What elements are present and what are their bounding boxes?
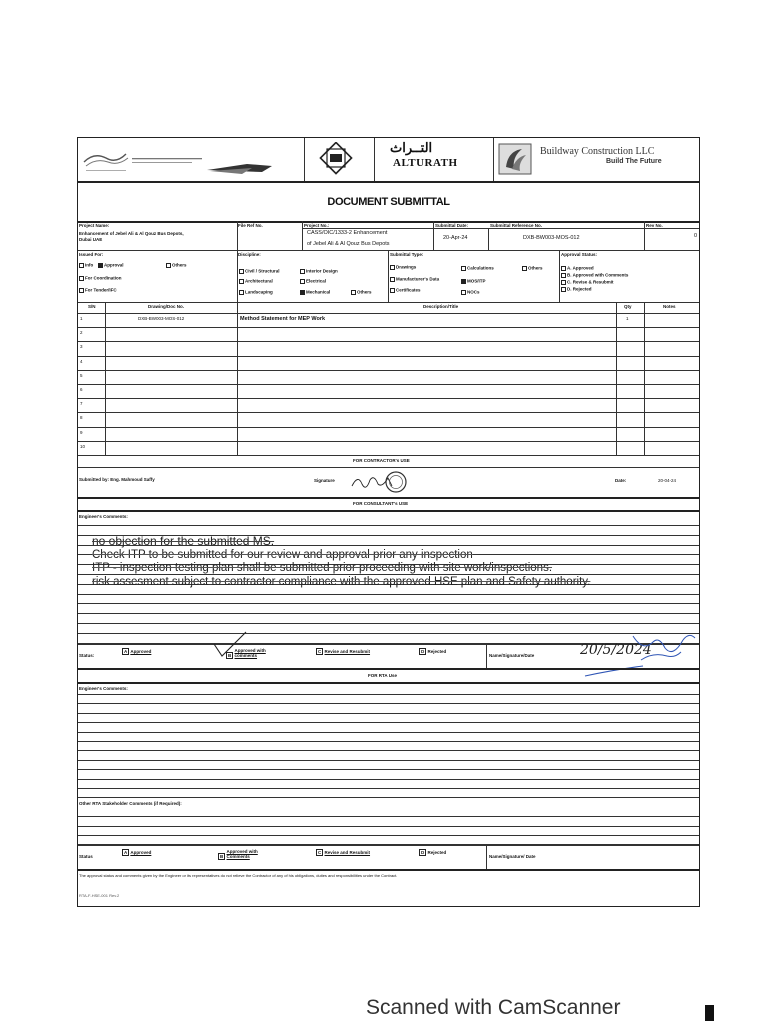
options-divider [388,250,389,302]
header-bottom-border [78,181,699,183]
type-nocs-checkbox[interactable]: NOCs [461,290,480,295]
ruled-line [78,694,699,695]
status-revise-resubmit-checkbox[interactable]: C. Revise & Resubmit [561,280,614,285]
status-rejected-checkbox[interactable]: D. Rejected [561,287,592,292]
table-row [78,327,699,328]
ruled-line [78,741,699,742]
file-ref-label: File Ref No. [238,223,263,228]
camscanner-watermark: Scanned with CamScanner [366,996,621,1019]
rta-status-rejected[interactable]: D Rejected [421,850,447,855]
consultant-section-line [78,510,699,512]
ruled-line [78,788,699,789]
rta-section-label: FOR RTA Use [368,673,398,678]
approval-tick-icon [208,626,258,662]
table-row [78,356,699,357]
table-header-qty: Qty [624,304,632,309]
type-others-checkbox[interactable]: Others [522,266,543,271]
submittal-ref-label: Submittal Reference No. [490,223,543,228]
project-name-value: Dubai UAE [79,237,103,242]
ruled-line [78,826,699,827]
discipline-electrical-checkbox[interactable]: Electrical [300,279,326,284]
discipline-mechanical-checkbox[interactable]: Mechanical [300,290,330,295]
table-row [78,441,699,442]
type-manufacturer-data-checkbox[interactable]: Manufacturer's Data [390,277,439,282]
date-label: Date: [615,478,627,483]
consultant-section-top [78,497,699,499]
rta-status-top [78,845,699,846]
ruled-line [78,603,699,604]
submitted-by-label: Submitted by: Eng. Mahmoud Saffy [79,477,155,482]
row1-title: Method Statement for MEP Work [240,316,326,322]
consultant-status-revise[interactable]: C Revise and Resubmit [318,649,371,654]
table-row-number: 7 [80,401,83,407]
options-divider [237,250,238,302]
consultant-status-approved[interactable]: A Approved [124,649,152,654]
info-divider [488,228,489,250]
consultant-signature-icon [583,622,701,682]
contractor-section-top [78,455,699,456]
consultant-status-label: Status: [79,653,95,658]
consultant-status-rejected[interactable]: D Rejected [421,649,447,654]
type-certificates-checkbox[interactable]: Certificates [390,288,421,293]
ruled-line [78,713,699,714]
ruled-line [78,760,699,761]
submittal-date-value: 20-Apr-24 [443,235,468,241]
rta-status-revise[interactable]: C Revise and Resubmit [318,850,371,855]
project-no-label: Project No.: [304,223,330,228]
table-row-number: 2 [80,330,83,336]
table-col-divider [644,302,645,455]
type-drawings-checkbox[interactable]: Drawings [390,265,416,270]
signature-label: Signature [314,478,335,483]
info-divider [644,221,645,250]
table-row-number: 10 [80,443,86,449]
row1-qty: 1 [626,316,629,321]
table-row [78,412,699,413]
table-row [78,398,699,399]
discipline-label: Discipline: [238,252,261,257]
table-row-number: 5 [80,372,83,378]
discipline-interior-checkbox[interactable]: Interior Design [300,269,338,274]
contractor-signature-icon [348,470,408,494]
ruled-line [78,750,699,751]
contractor-tagline: Build The Future [606,158,662,165]
discipline-architectural-checkbox[interactable]: Architectural [239,279,273,284]
contractor-section-label: FOR CONTRACTOR's USE [353,458,410,463]
options-divider [559,250,560,302]
issued-for-info-checkbox[interactable]: Info [79,263,93,268]
ruled-line [78,835,699,836]
project-name-value: Enhancement of Jebel Ali & Al Qouz Bus Depots, [79,231,184,236]
buildway-logo-icon [498,143,532,175]
alturath-arabic-name: التــراث [390,141,433,156]
comment-line-4: risk assesment subject to contractor compliance with the approved HSE plan and Safety authority. [92,576,591,588]
table-col-divider [105,302,106,455]
options-bottom-border [78,302,699,303]
ruled-line [78,722,699,723]
contractor-section-line [78,467,699,468]
table-header-title: Description/Title [423,304,459,309]
table-col-divider [237,302,238,455]
rta-comments-label: Engineer's Comments: [79,686,128,691]
rta-section-line [78,682,699,684]
issued-for-tender-checkbox[interactable]: For Tender/IFC [79,288,117,293]
ruled-line [78,574,699,575]
table-header-doc-no: Drawing/Doc No. [148,304,185,309]
discipline-landscaping-checkbox[interactable]: Landscaping [239,290,273,295]
scan-artifact [705,1005,714,1021]
footer-top [78,869,699,871]
rev-label: Rev No. [646,223,663,228]
engineer-comments-label: Engineer's Comments: [79,514,128,519]
discipline-civil-checkbox[interactable]: Civil / Structural [239,269,280,274]
info-divider [433,221,434,250]
row1-doc-no: DXB-BW003-MOS-012 [138,316,185,321]
comment-line-1: no objection for the submitted MS. [92,534,275,548]
status-approved-checkbox[interactable]: A. Approved [561,266,594,271]
table-col-divider [616,302,617,455]
header-divider [304,138,305,181]
issued-for-others-checkbox[interactable]: Others [166,263,187,268]
table-header-sn: S/N [88,304,96,309]
rev-value: 0 [694,233,698,239]
table-row-number: 8 [80,415,83,421]
date-value: 20-04-24 [658,478,677,483]
comment-line-2: Check ITP to be submitted for our review and approval prior any inspection [92,549,473,561]
issued-for-coordination-checkbox[interactable]: For Coordination [79,276,122,281]
alturath-emblem-icon [316,142,356,176]
document-submittal-form [77,137,700,907]
header-divider [374,138,375,181]
table-header-notes: Notes [663,304,676,309]
table-row-number: 1 [80,316,83,321]
status-divider [486,845,487,869]
type-calculations-checkbox[interactable]: Calculations [461,266,494,271]
ruled-line [78,594,699,595]
contractor-name: Buildway Construction LLC [540,146,655,157]
rta-section-top [78,668,699,670]
rta-status-approved[interactable]: A Approved [124,850,152,855]
project-name-label: Project Name: [79,223,110,228]
header-divider [493,138,494,181]
ruled-line [78,769,699,770]
ruled-line [78,779,699,780]
project-no-value: of Jebel Ali & Al Qouz Bus Depots [307,241,390,247]
status-divider [486,644,487,668]
consultant-name-sig-date-label: Name/Signature/Date [489,653,535,658]
info-inner-line [302,228,699,229]
table-row [78,370,699,371]
table-row-number: 3 [80,344,83,350]
rta-logo-icon [82,144,302,178]
rta-status-approved-with-comments[interactable]: B Approved with Comments [220,849,258,860]
table-header-border [78,313,699,314]
table-row [78,384,699,385]
submittal-ref-value: DXB-BW003-MOS-012 [523,235,580,241]
issued-for-approval-checkbox[interactable]: Approval [98,263,124,268]
ruled-line [78,816,699,817]
other-stakeholder-comments-label: Other RTA Stakeholder Comments (if Required): [79,801,182,806]
page-title: DOCUMENT SUBMITTAL [327,196,450,208]
footer-note: The approval status and comments given by the Engineer or its representatives do not relieve the Contractor of any of his obligations, duties and responsibilities under the Contract. [79,873,398,878]
rta-name-sig-date-label: Name/Signature/ Date [489,854,536,859]
approval-status-label: Approval Status: [561,252,598,257]
consultant-section-label: FOR CONSULTANT's USE [353,501,409,506]
submittal-type-label: Submittal Type: [390,252,424,257]
project-no-value: CASS/OIC/1333-2 Enhancement [307,230,388,236]
consultant-status-approved-with-comments[interactable]: B Approved with comments [228,648,266,659]
ruled-line [78,525,699,526]
issued-for-label: Issued For: [79,252,104,257]
form-number: RTA-F-HSE-001 Rev.2 [79,893,120,898]
table-row [78,427,699,428]
table-row-number: 4 [80,358,83,364]
handwritten-date: 20/5/2024 [580,642,652,658]
submittal-date-label: Submittal Date: [435,223,469,228]
title-bottom-border [78,221,699,223]
rta-status-label: Status [79,854,93,859]
discipline-others-checkbox[interactable]: Others [351,290,372,295]
rta-logo-text: RTA [238,155,252,162]
status-approved-with-comments-checkbox[interactable]: B. Approved with Comments [561,273,628,278]
table-row [78,341,699,342]
ruled-line [78,797,699,798]
ruled-line [78,703,699,704]
info-divider [302,221,303,250]
ruled-line [78,732,699,733]
table-row-number: 6 [80,387,83,392]
type-mos-itp-checkbox[interactable]: MOS/ITP [461,279,486,284]
alturath-brand-name: ALTURATH [393,157,458,169]
ruled-line [78,613,699,614]
table-row-number: 9 [80,429,83,435]
comment-line-3: ITP - inspection testing plan shall be submitted prior proceeding with site work/inspections. [92,562,553,574]
